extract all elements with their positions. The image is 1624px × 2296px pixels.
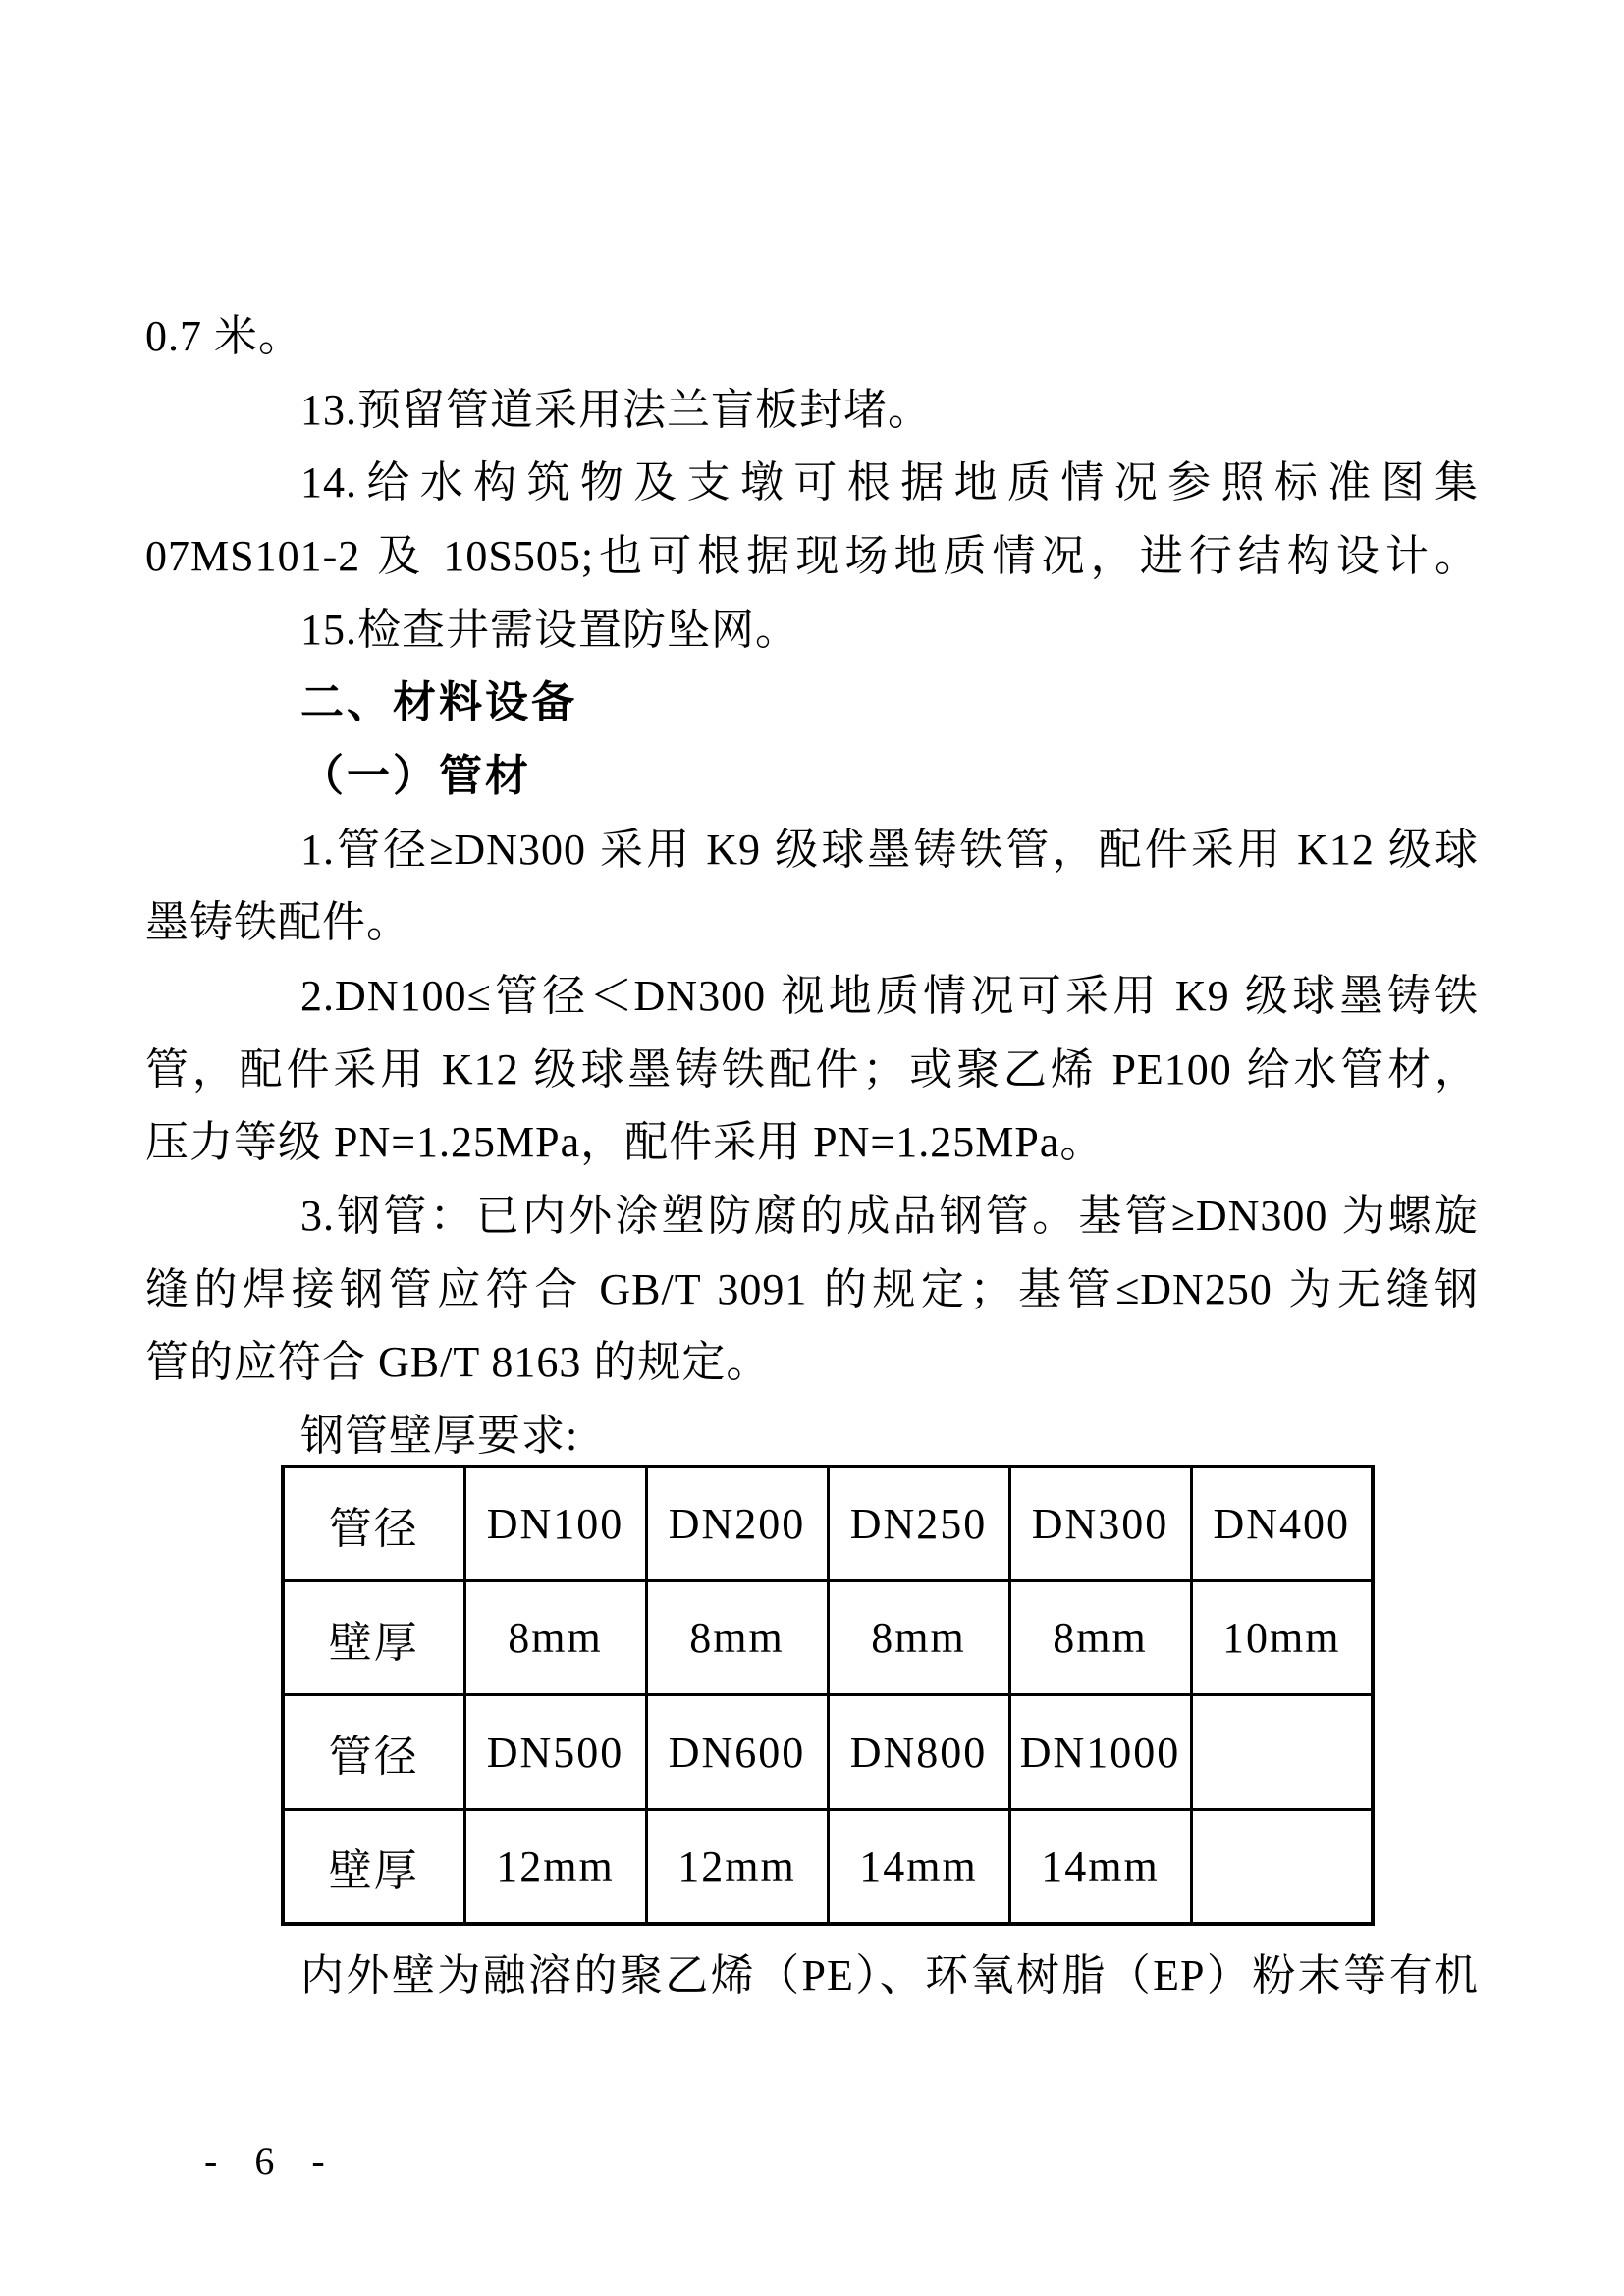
table-cell: DN200 (646, 1467, 828, 1581)
item-3-line2: 缝的焊接钢管应符合 GB/T 3091 的规定；基管≤DN250 为无缝钢 (145, 1265, 1479, 1313)
table-cell: DN800 (828, 1695, 1009, 1809)
table-row (283, 1467, 1373, 1581)
item-14-line2: 07MS101-2 及 10S505;也可根据现场地质情况，进行结构设计。 (145, 532, 1479, 580)
table-cell (1191, 1809, 1373, 1924)
item-2-line1: 2.DN100≤管径＜DN300 视地质情况可采用 K9 级球墨铸铁 (300, 972, 1479, 1020)
table-cell: 8mm (1009, 1581, 1191, 1695)
table-cell: 14mm (828, 1809, 1009, 1924)
line-07-meter: 0.7 米。 (145, 312, 302, 360)
paragraph-pe-ep: 内外壁为融溶的聚乙烯（PE）、环氧树脂（EP）粉末等有机 (300, 1951, 1479, 2000)
table-cell: 14mm (1009, 1809, 1191, 1924)
item-13: 13.预留管道采用法兰盲板封堵。 (300, 386, 932, 434)
item-1-line2: 墨铸铁配件。 (145, 898, 410, 946)
table-cell: 12mm (646, 1809, 828, 1924)
table-cell: 12mm (464, 1809, 646, 1924)
item-2-line2: 管，配件采用 K12 级球墨铸铁配件；或聚乙烯 PE100 给水管材， (145, 1045, 1479, 1094)
table-row (283, 1695, 1373, 1809)
item-1-line1: 1.管径≥DN300 采用 K9 级球墨铸铁管，配件采用 K12 级球 (300, 826, 1479, 874)
table-cell: DN100 (464, 1467, 646, 1581)
table-cell: DN250 (828, 1467, 1009, 1581)
table-cell: 壁厚 (283, 1581, 464, 1695)
table-cell: 10mm (1191, 1581, 1373, 1695)
section-heading-materials: 二、材料设备 (300, 678, 577, 726)
table-cell: 8mm (464, 1581, 646, 1695)
subsection-heading-pipes: （一）管材 (300, 752, 531, 800)
table-caption: 钢管壁厚要求: (300, 1412, 579, 1460)
table-cell: 管径 (283, 1467, 464, 1581)
table-cell: DN1000 (1009, 1695, 1191, 1809)
page-number: - 6 - (204, 2139, 339, 2183)
table-cell: DN300 (1009, 1467, 1191, 1581)
item-2-line3: 压力等级 PN=1.25MPa，配件采用 PN=1.25MPa。 (145, 1118, 1105, 1166)
item-3-line1: 3.钢管：已内外涂塑防腐的成品钢管。基管≥DN300 为螺旋 (300, 1192, 1479, 1240)
table-row (283, 1581, 1373, 1695)
table-cell: 8mm (828, 1581, 1009, 1695)
table-cell: DN600 (646, 1695, 828, 1809)
item-14-line1: 14.给水构筑物及支墩可根据地质情况参照标准图集 (300, 458, 1479, 507)
table-cell: DN400 (1191, 1467, 1373, 1581)
table-cell: 8mm (646, 1581, 828, 1695)
table-cell: DN500 (464, 1695, 646, 1809)
item-15: 15.检查井需设置防坠网。 (300, 606, 799, 654)
table-cell (1191, 1695, 1373, 1809)
item-3-line3: 管的应符合 GB/T 8163 的规定。 (145, 1338, 771, 1386)
table-row (283, 1809, 1373, 1924)
table-cell: 壁厚 (283, 1809, 464, 1924)
table-cell: 管径 (283, 1695, 464, 1809)
pipe-wall-thickness-table (281, 1465, 1375, 1926)
